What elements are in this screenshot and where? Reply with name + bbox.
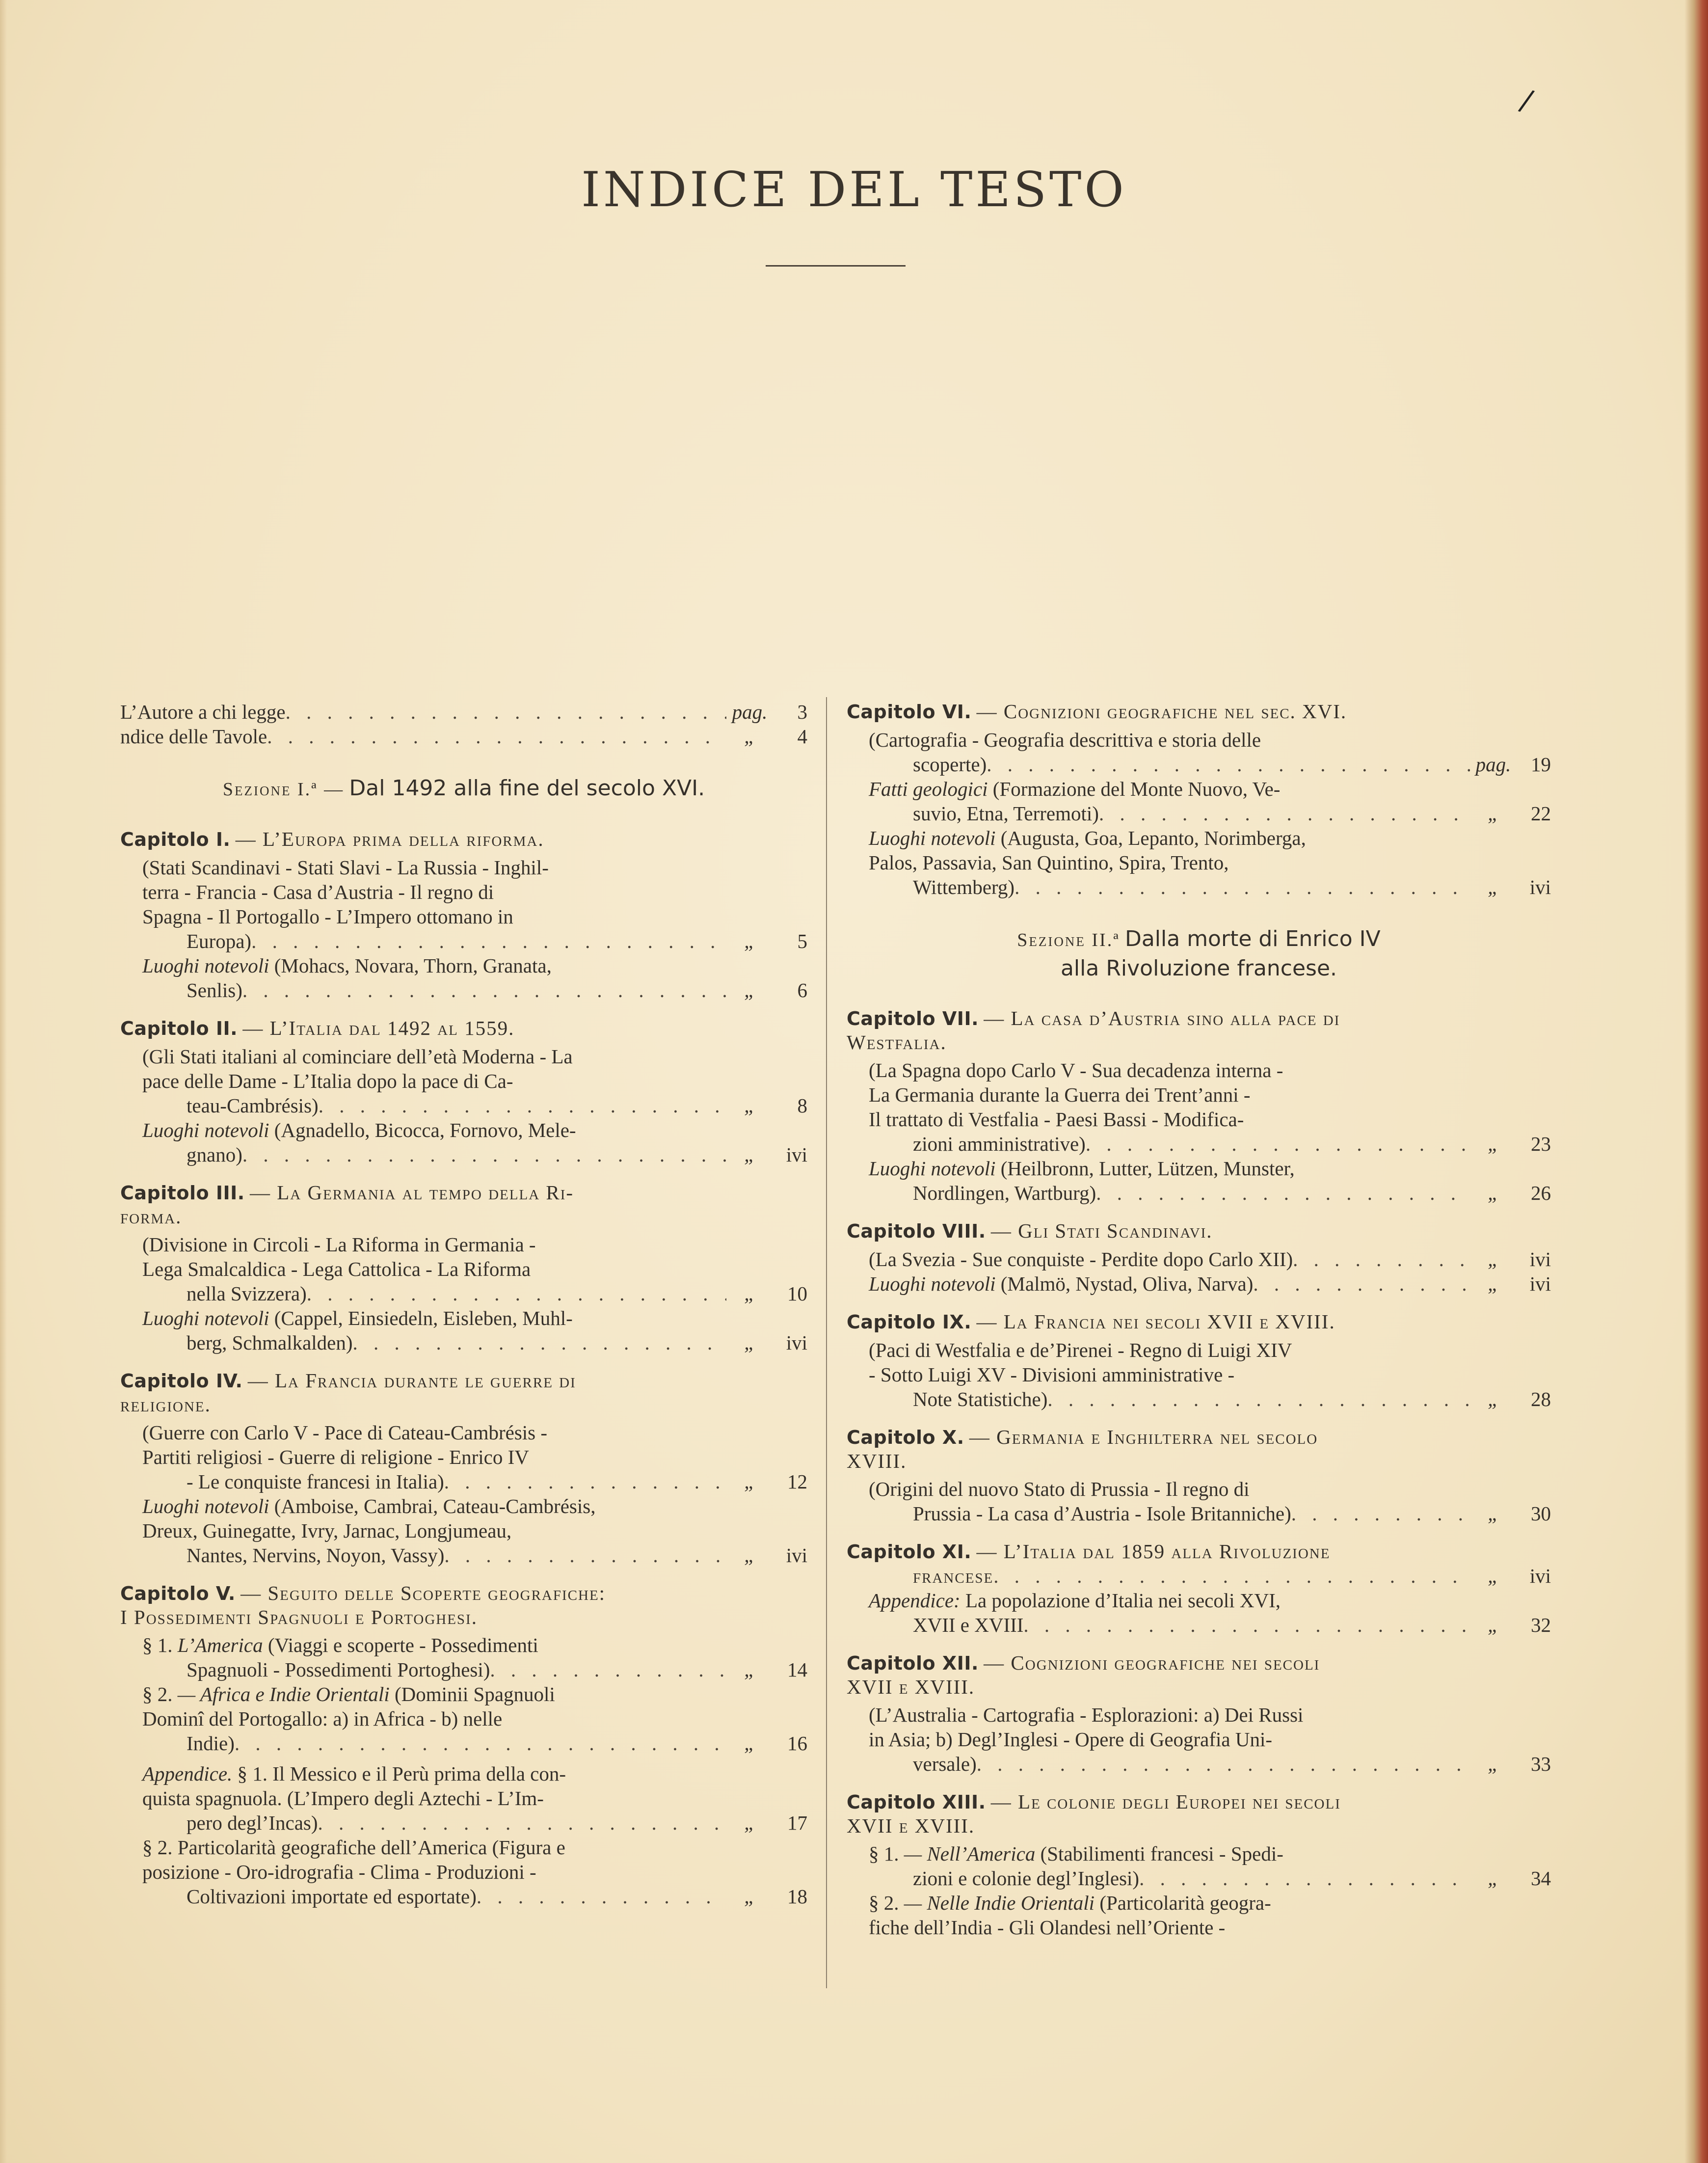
chapter-5: Capitolo V. — Seguito delle Scoperte geografiche: I Possedimenti Spagnuoli e Portoghesi. § 1. L’America (Viaggi e scoperte - Possedimenti Spagnuoli - Possedimenti Portoghesi) . . . „ 14 § 2. — Africa e Indie Orientali (Dominii Spagnuoli Dominî del Portogallo: a) in Africa - b) nelle Indie) . . . „ 16 Appendice. § 1. Il Messico e il Perù prima della con- quista spagnuola. (L’Impero degli Aztechi - L’Im- pero degl’Incas) . . . „ 17 § 2. Particolarità geografiche dell’America (Figura e posizione - Oro-idrografia - Clima - Produzioni - Coltivazioni importate ed esportate) . . . „ 18	[120, 1581, 807, 1909]
chapter-4: Capitolo IV. — La Francia durante le guerre di religione. (Guerre con Carlo V - Pace di Cateau-Cambrésis - Partiti religiosi - Guerre di religione - Enrico IV - Le conquiste francesi in Italia) . . . „ 12 Luoghi notevoli (Amboise, Cambrai, Cateau-Cambrésis, Dreux, Guinegatte, Ivry, Jarnac, Longjumeau, Nantes, Nervins, Noyon, Vassy) . . . „ ivi	[120, 1369, 807, 1568]
chapter-6-luoghi[interactable]: Luoghi notevoli (Augusta, Goa, Lepanto, Norimberga, Palos, Passavia, San Quintino, Spira, Trento,	[869, 827, 1306, 874]
chapter-7: Capitolo VII. — La casa d’Austria sino alla pace di Westfalia. (La Spagna dopo Carlo V - Sua decadenza interna - La Germania durante la Guerra dei Trent’anni - Il trattato di Vestfalia - Paesi Bassi - Modifica- zioni amministrative) . . . „ 23 Luoghi notevoli (Heilbronn, Lutter, Lützen, Munster, Nordlingen, Wartburg) . . . „ 26	[847, 1006, 1551, 1205]
section-heading-2: Sezione II.ª Dalla morte di Enrico IV alla Rivoluzione francese.	[1017, 926, 1381, 981]
title-rule	[766, 265, 906, 267]
toc-row-autore[interactable]: L’Autore a chi legge . . . pag. 3	[120, 700, 807, 724]
chapter-10: Capitolo X. — Germania e Inghilterra nel secolo XVIII. (Origini del nuovo Stato di Prussia - Il regno di Prussia - La casa d’Austria - Isole Britanniche) . . . „ 30	[847, 1425, 1551, 1526]
chapter-3-desc[interactable]: (Divisione in Circoli - La Riforma in Germania - Lega Smalcaldica - Lega Cattolica - La Riforma	[142, 1233, 536, 1280]
chapter-3-luoghi[interactable]: Luoghi notevoli (Cappel, Einsiedeln, Eisleben, Muhl-	[142, 1307, 573, 1329]
chapter-13-section-1[interactable]: § 1. — Nell’America (Stabilimenti francesi - Spedi-	[869, 1842, 1283, 1865]
chapter-2-luoghi[interactable]: Luoghi notevoli (Agnadello, Bicocca, Fornovo, Mele-	[142, 1119, 576, 1141]
chapter-2-desc[interactable]: (Gli Stati italiani al cominciare dell’età Moderna - La pace delle Dame - L’Italia dopo la pace di Ca-	[142, 1045, 573, 1092]
toc-row-indice-tavole[interactable]: ndice delle Tavole . . . „ 4	[120, 724, 807, 749]
chapter-11: Capitolo XI. — L’Italia dal 1859 alla Rivoluzione francese . . . „ ivi Appendice: La popolazione d’Italia nei secoli XVI, XVII e XVIII . . . „ 32	[847, 1540, 1551, 1637]
chapter-4-desc[interactable]: (Guerre con Carlo V - Pace di Cateau-Cambrésis - Partiti religiosi - Guerre di religione - Enrico IV	[142, 1421, 548, 1468]
chapter-1-desc[interactable]: (Stati Scandinavi - Stati Slavi - La Russia - Inghil- terra - Francia - Casa d’Austria - Il regno di Spagna - Il Portogallo - L’Impero ottomano in	[142, 856, 549, 928]
chapter-6: Capitolo VI. — Cognizioni geografiche nel sec. XVI. (Cartografia - Geografia descrittiva e storia delle scoperte) . . . pag. 19 Fatti geologici (Formazione del Monte Nuovo, Ve- suvio, Etna, Terremoti) . . . „ 22 Luoghi notevoli (Augusta, Goa, Lepanto, Norimberga, Palos, Passavia, San Quintino, Spira, Trento, Wittemberg) . . . „ ivi	[847, 700, 1551, 899]
chapter-13: Capitolo XIII. — Le colonie degli Europei nei secoli XVII e XVIII. § 1. — Nell’America (Stabilimenti francesi - Spedi- zioni e colonie degl’Inglesi) . . . „ 34 § 2. — Nelle Indie Orientali (Particolarità geogra- fiche dell’India - Gli Olandesi nell’Oriente -	[847, 1790, 1551, 1940]
chapter-8-desc[interactable]: (La Svezia - Sue conquiste - Perdite dopo Carlo XII) . . . „ ivi	[847, 1247, 1551, 1271]
chapter-2: Capitolo II. — L’Italia dal 1492 al 1559. (Gli Stati italiani al cominciare dell’età Moderna - La pace delle Dame - L’Italia dopo la pace di Ca- teau-Cambrésis) . . . „ 8 Luoghi notevoli (Agnadello, Bicocca, Fornovo, Mele- gnano) . . . „ ivi	[120, 1016, 807, 1167]
column-divider	[826, 697, 827, 1988]
chapter-7-desc[interactable]: (La Spagna dopo Carlo V - Sua decadenza interna - La Germania durante la Guerra dei Trent’anni - Il trattato di Vestfalia - Paesi Bassi - Modifica-	[869, 1059, 1283, 1131]
chapter-12-desc[interactable]: (L’Australia - Cartografia - Esplorazioni: a) Dei Russi in Asia; b) Degl’Inglesi - Opere di Geografia Uni-	[869, 1703, 1304, 1751]
chapter-6-fatti[interactable]: Fatti geologici (Formazione del Monte Nuovo, Ve-	[869, 778, 1281, 800]
chapter-13-section-2[interactable]: § 2. — Nelle Indie Orientali (Particolarità geogra- fiche dell’India - Gli Olandesi nell’Oriente -	[869, 1892, 1271, 1939]
chapter-10-desc[interactable]: (Origini del nuovo Stato di Prussia - Il regno di	[869, 1478, 1250, 1500]
left-column	[120, 700, 807, 1922]
chapter-8-luoghi[interactable]: Luoghi notevoli (Malmö, Nystad, Oliva, Narva) . . . „ ivi	[847, 1271, 1551, 1296]
chapter-6-desc[interactable]: (Cartografia - Geografia descrittiva e storia delle	[869, 729, 1261, 751]
chapter-3: Capitolo III. — La Germania al tempo della Ri- forma. (Divisione in Circoli - La Riforma in Germania - Lega Smalcaldica - Lega Cattolica - La Riforma nella Svizzera) . . . „ 10 Luoghi notevoli (Cappel, Einsiedeln, Eisleben, Muhl- berg, Schmalkalden) . . . „ ivi	[120, 1181, 807, 1355]
section-heading-1: Sezione I.ª — Dal 1492 alla fine del secolo XVI.	[222, 776, 705, 801]
page-edge-right	[1684, 0, 1708, 2163]
chapter-7-luoghi[interactable]: Luoghi notevoli (Heilbronn, Lutter, Lützen, Munster,	[869, 1157, 1295, 1180]
chapter-8: Capitolo VIII. — Gli Stati Scandinavi. (La Svezia - Sue conquiste - Perdite dopo Carlo XII) . . . „ ivi Luoghi notevoli (Malmö, Nystad, Oliva, Narva) . . . „ ivi	[847, 1219, 1551, 1296]
pencil-mark: /	[1516, 82, 1537, 119]
page-edge-left	[0, 0, 7, 2163]
chapter-1-luoghi[interactable]: Luoghi notevoli (Mohacs, Novara, Thorn, Granata,	[142, 954, 552, 977]
chapter-5-appendice[interactable]: Appendice. § 1. Il Messico e il Perù prima della con- quista spagnuola. (L’Impero degli Aztechi - L’Im-	[142, 1762, 566, 1810]
chapter-4-luoghi[interactable]: Luoghi notevoli (Amboise, Cambrai, Cateau-Cambrésis, Dreux, Guinegatte, Ivry, Jarnac, Longjumeau,	[142, 1495, 596, 1542]
chapter-5-appendice-section-2[interactable]: § 2. Particolarità geografiche dell’America (Figura e posizione - Oro-idrografia - Clima - Produzioni -	[142, 1836, 565, 1883]
chapter-12: Capitolo XII. — Cognizioni geografiche nei secoli XVII e XVIII. (L’Australia - Cartografia - Esplorazioni: a) Dei Russi in Asia; b) Degl’Inglesi - Opere di Geografia Uni- versale) . . . „ 33	[847, 1651, 1551, 1776]
chapter-11-appendice[interactable]: Appendice: La popolazione d’Italia nei secoli XVI,	[869, 1589, 1281, 1612]
chapter-5-section-2[interactable]: § 2. — Africa e Indie Orientali (Dominii Spagnuoli Dominî del Portogallo: a) in Africa - b) nelle	[142, 1683, 555, 1730]
chapter-9: Capitolo IX. — La Francia nei secoli XVII e XVIII. (Paci di Westfalia e de’Pirenei - Regno di Luigi XIV - Sotto Luigi XV - Divisioni amministrative - Note Statistiche) . . . „ 28	[847, 1310, 1551, 1411]
right-column	[847, 700, 1551, 1953]
chapter-9-desc[interactable]: (Paci di Westfalia e de’Pirenei - Regno di Luigi XIV - Sotto Luigi XV - Divisioni amministrative -	[869, 1339, 1292, 1386]
page-title: INDICE DEL TESTO	[581, 162, 1127, 218]
chapter-1: Capitolo I. — L’Europa prima della riforma. (Stati Scandinavi - Stati Slavi - La Russia - Inghil- terra - Francia - Casa d’Austria - Il regno di Spagna - Il Portogallo - L’Impero ottomano in Europa) . . . „ 5 Luoghi notevoli (Mohacs, Novara, Thorn, Granata, Senlis) . . . „ 6	[120, 827, 807, 1002]
chapter-5-section-1[interactable]: § 1. L’America (Viaggi e scoperte - Possedimenti	[142, 1634, 538, 1656]
